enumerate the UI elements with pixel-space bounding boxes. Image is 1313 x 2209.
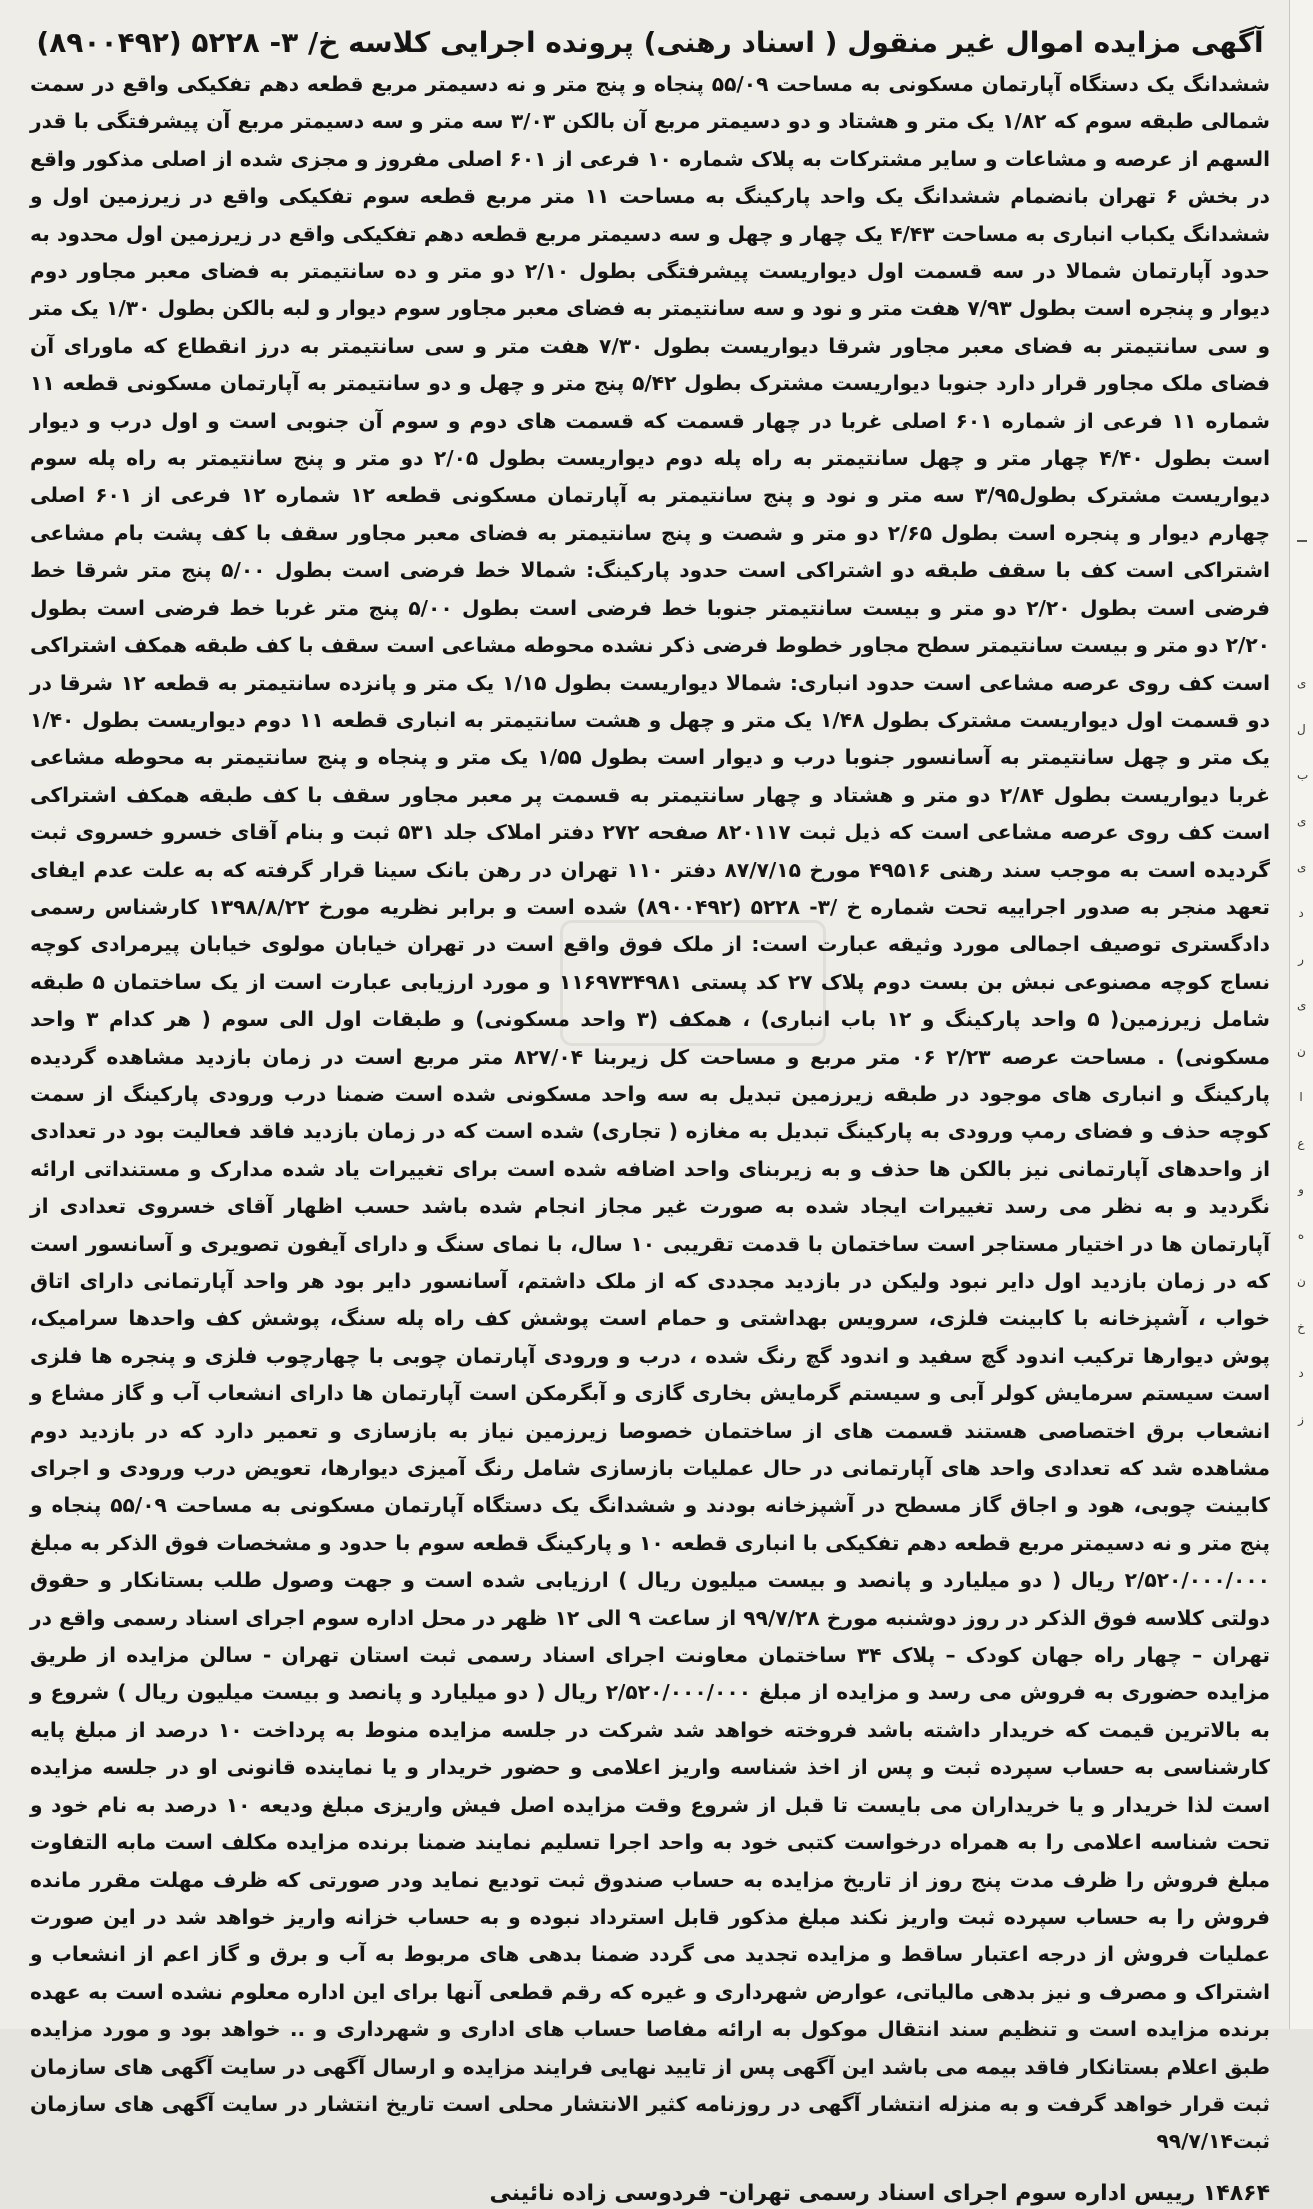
notice-signature: ۱۴۸۶۴ رییس اداره سوم اجرای اسناد رسمی تهران- فردوسی زاده نائینی [489, 2180, 1270, 2206]
strip-dash [1297, 540, 1307, 542]
notice-title: آگهی مزایده اموال غیر منقول ( اسناد رهنی) پرونده اجرایی کلاسه خ/ ۳- ۵۲۲۸ (۸۹۰۰۴۹۲) [36, 26, 1264, 59]
strip-letters: ی ل ب ی ی د ر ی ن ا ع و ه ن خ د ز [1297, 676, 1309, 1426]
auction-notice [30, 26, 1270, 2209]
adjacent-column-strip [1289, 0, 1313, 2029]
notice-body: ششدانگ یک دستگاه آپارتمان مسکونی به مساحت ۵۵/۰۹ پنجاه و پنج متر و نه دسیمتر مربع قطعه دهم تفکیکی واقع در سمت شمالی طبقه سوم که ۱/۸۲ یک متر و هشتاد و دو دسیمتر مربع آن بالکن ۳/۰۳ سه متر و سه دسیمتر مربع آن پیشرفتگی با قدر السهم از عرصه و مشاعات و سایر مشترکات به پلاک شماره ۱۰ فرعی از ۶۰۱ اصلی مفروز و مجزی شده از اصلی مذکور واقع در بخش ۶ تهران بانضمام ششدانگ یک واحد پارکینگ به مساحت ۱۱ متر مربع قطعه سوم تفکیکی واقع در زیرزمین اول و ششدانگ یکباب انباری به مساحت ۴/۴۳ یک چهار و چهل و سه دسیمتر مربع قطعه دهم تفکیکی واقع در زیرزمین اول محدود به حدود آپارتمان شمالا در سه قسمت اول دیواریست پیشرفتگی بطول ۲/۱۰ دو متر و ده سانتیمتر به فضای معبر مجاور دوم دیوار و پنجره است بطول ۷/۹۳ هفت متر و نود و سه سانتیمتر به فضای معبر مجاور سوم دیوار و لبه بالکن بطول ۱/۳۰ یک متر و سی سانتیمتر به فضای معبر مجاور شرقا دیواریست بطول ۷/۳۰ هفت متر و سی سانتیمتر به درز انقطاع که ماورای آن فضای ملک مجاور قرار دارد جنوبا دیواریست مشترک بطول ۵/۴۲ پنج متر و چهل و دو سانتیمتر به آپارتمان مسکونی قطعه ۱۱ شماره ۱۱ فرعی از شماره ۶۰۱ اصلی غربا در چهار قسمت که قسمت های دوم و سوم آن جنوبی است و اول درب و دیوار است بطول ۴/۴۰ چهار متر و چهل سانتیمتر به راه پله دوم دیواریست بطول ۲/۰۵ دو متر و پنج سانتیمتر به راه پله سوم دیواریست مشترک بطول۳/۹۵ سه متر و نود و پنج سانتیمتر به آپارتمان مسکونی قطعه ۱۲ شماره ۱۲ فرعی از ۶۰۱ اصلی چهارم دیوار و پنجره است بطول ۲/۶۵ دو متر و شصت و پنج سانتیمتر به فضای معبر مجاور سقف با کف پشت بام مشاعی اشتراکی است کف با سقف طبقه دو اشتراکی است حدود پارکینگ: شمالا خط فرضی است بطول ۵/۰۰ پنج متر شرقا خط فرضی است بطول ۲/۲۰ دو متر و بیست سانتیمتر جنوبا خط فرضی است بطول ۵/۰۰ پنج متر غربا خط فرضی است بطول ۲/۲۰ دو متر و بیست سانتیمتر سطح مجاور خطوط فرضی ذکر نشده محوطه مشاعی است سقف با کف طبقه همکف اشتراکی است کف روی عرصه مشاعی است حدود انباری: شمالا دیواریست بطول ۱/۱۵ یک متر و پانزده سانتیمتر به قطعه ۱۲ شرقا در دو قسمت اول دیواریست مشترک بطول ۱/۴۸ یک متر و چهل و هشت سانتیمتر به انباری قطعه ۱۱ دوم دیواریست بطول ۱/۴۰ یک متر و چهل سانتیمتر به آسانسور جنوبا درب و دیوار است بطول ۱/۵۵ یک متر و پنجاه و پنج سانتیمتر به محوطه مشاعی غربا دیواریست بطول ۲/۸۴ دو متر و هشتاد و چهار سانتیمتر به قسمت پر معبر مجاور سقف با کف طبقه همکف اشتراکی است کف روی عرصه مشاعی است که ذیل ثبت ۸۲۰۱۱۷ صفحه ۲۷۲ دفتر املاک جلد ۵۳۱ ثبت و بنام آقای خسرو خسروی ثبت گردیده است به موجب سند رهنی ۴۹۵۱۶ مورخ ۸۷/۷/۱۵ دفتر ۱۱۰ تهران در رهن بانک سینا قرار گرفته که به علت عدم ایفای تعهد منجر به صدور اجراییه تحت شماره خ /۳- ۵۲۲۸ (۸۹۰۰۴۹۲) شده است و برابر نظریه مورخ ۱۳۹۸/۸/۲۲ کارشناس رسمی دادگستری توصیف اجمالی مورد وثیقه عبارت است: از ملک فوق واقع است در تهران خیابان مولوی خیابان پیرمرادی کوچه نساج کوچه مصنوعی نبش بن بست دوم پلاک ۲۷ کد پستی ۱۱۶۹۷۳۴۹۸۱ و مورد ارزیابی عبارت است از یک ساختمان ۵ طبقه شامل زیرزمین( ۵ واحد پارکینگ و ۱۲ باب انباری) ، همکف (۳ واحد مسکونی) و طبقات اول الی سوم ( هر کدام ۳ واحد مسکونی) . مساحت عرصه ۲/۲۳ ۰۶ متر مربع و مساحت کل زیربنا ۸۲۷/۰۴ متر مربع است در زمان بازدید مشاهده گردیده پارکینگ و انباری های موجود در طبقه زیرزمین تبدیل به سه واحد مسکونی شده است ضمنا درب ورودی پارکینگ از سمت کوچه حذف و فضای رمپ ورودی به پارکینگ تبدیل به مغازه ( تجاری) شده است که در زمان بازدید فاقد فعالیت بود در تعدادی از واحدهای آپارتمانی نیز بالکن ها حذف و به زیربنای واحد اضافه شده است برای تغییرات یاد شده مدارک و مستنداتی ارائه نگردید و به نظر می رسد تغییرات ایجاد شده به صورت غیر مجاز انجام شده باشد حسب اظهار آقای خسروی تعدادی از آپارتمان ها در اختیار مستاجر است ساختمان با قدمت تقریبی ۱۰ سال، با نمای سنگ و دارای آیفون تصویری و آسانسور است که در زمان بازدید اول دایر نبود ولیکن در بازدید مجددی که از ملک داشتم، آسانسور دایر بود هر واحد آپارتمانی دارای اتاق خواب ، آشپزخانه با کابینت فلزی، سرویس بهداشتی و حمام است پوشش کف راه پله سنگ، پوشش کف واحدها سرامیک، پوش دیوارها ترکیب اندود گچ سفید و اندود گچ رنگ شده ، درب و ورودی آپارتمان چوبی با چهارچوب فلزی و پنجره ها فلزی است سیستم سرمایش کولر آبی و سیستم گرمایش بخاری گازی و آبگرمکن است آپارتمان ها دارای انشعاب آب و گاز مشاع و انشعاب برق اختصاصی هستند قسمت های از ساختمان خصوصا زیرزمین نیاز به بازسازی و تعمیر دارد که در بازدید دوم مشاهده شد که تعدادی واحد های آپارتمانی در حال عملیات بازسازی شامل رنگ آمیزی دیوارها، تعویض درب ورودی و اجرای کابینت چوبی، هود و اجاق گاز مسطح در آشپزخانه بودند و ششدانگ یک دستگاه آپارتمان مسکونی به مساحت ۵۵/۰۹ پنجاه و پنج متر و نه دسیمتر مربع قطعه دهم تفکیکی با انباری قطعه ۱۰ و پارکینگ قطعه سوم با حدود و مشخصات فوق الذکر به مبلغ ۲/۵۲۰/۰۰۰/۰۰۰ ریال ( دو میلیارد و پانصد و بیست میلیون ریال ) ارزیابی شده است و جهت وصول طلب بستانکار و حقوق دولتی کلاسه فوق الذکر در روز دوشنبه مورخ ۹۹/۷/۲۸ از ساعت ۹ الی ۱۲ ظهر در محل اداره سوم اجرای اسناد رسمی واقع در تهران – چهار راه جهان کودک – پلاک ۳۴ ساختمان معاونت اجرای اسناد رسمی ثبت استان تهران - سالن مزایده از طریق مزایده حضوری به فروش می رسد و مزایده از مبلغ ۲/۵۲۰/۰۰۰/۰۰۰ ریال ( دو میلیارد و پانصد و بیست میلیون ریال ) شروع و به بالاترین قیمت که خریدار داشته باشد فروخته خواهد شد شرکت در جلسه مزایده منوط به پرداخت ۱۰ درصد از مبلغ پایه کارشناسی به حساب سپرده ثبت و پس از اخذ شناسه واریز اعلامی و حضور خریدار و یا نماینده قانونی او در جلسه مزایده است لذا خریدار و یا خریداران می بایست تا قبل از شروع وقت مزایده اصل فیش واریزی مبلغ ودیعه ۱۰ درصد به نام خود و تحت شناسه اعلامی را به همراه درخواست کتبی خود به واحد اجرا تسلیم نمایند ضمنا برنده مزایده مکلف است مابه التفاوت مبلغ فروش را ظرف مدت پنج روز از تاریخ مزایده به حساب صندوق ثبت تودیع نماید ودر صورتی که ظرف مهلت مقرر مانده فروش را به حساب سپرده ثبت واریز نکند مبلغ مذکور قابل استرداد نبوده و به حساب خزانه واریز خواهد شد در این صورت عملیات فروش از درجه اعتبار ساقط و مزایده تجدید می گردد ضمنا بدهی های مربوط به آب و برق و گاز اعم از انشعاب و اشتراک و مصرف و نیز بدهی مالیاتی، عوارض شهرداری و غیره که رقم قطعی آنها برای این اداره معلوم نشده است به عهده برنده مزایده است و تنظیم سند انتقال موکول به ارائه مفاصا حساب های اداری و شهرداری و .. خواهد بود و مورد مزایده طبق اعلام بستانکار فاقد بیمه می باشد این آگهی پس از تایید نهایی فرایند مزایده و ارسال آگهی در سایت آگهی های سازمان ثبت قرار خواهد گرفت و به منزله انتشار آگهی در روزنامه کثیر الانتشار محلی است تاریخ انتشار در سایت آگهی های سازمان ثبت۹۹/۷/۱۴ [30, 72, 1271, 2154]
